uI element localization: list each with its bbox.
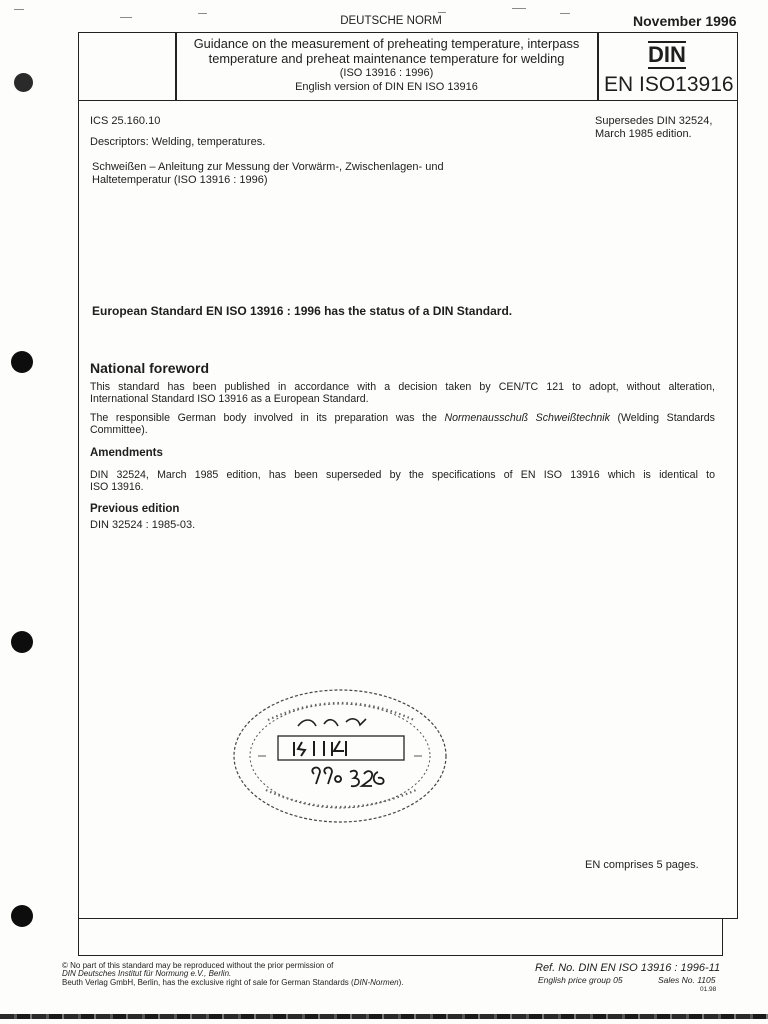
scan-edge — [0, 1014, 768, 1019]
reference-number: Ref. No. DIN EN ISO 13916 : 1996-11 — [535, 962, 721, 974]
title-line-1: Guidance on the measurement of preheating temperature, interpass — [193, 36, 580, 51]
sales-number: Sales No. 1105 — [658, 975, 716, 985]
foreword-paragraph-2-line-2: Committee). — [90, 424, 148, 436]
previous-edition-heading: Previous edition — [90, 503, 180, 515]
punch-hole — [14, 73, 33, 92]
foreword-paragraph-2-line-1 — [90, 413, 715, 424]
punch-hole — [11, 905, 33, 927]
amendments-heading: Amendments — [90, 447, 163, 459]
scan-mark — [14, 9, 24, 10]
amendments-line-2: ISO 13916. — [90, 481, 144, 493]
publication-date: November 1996 — [633, 13, 737, 29]
copyright-line: © No part of this standard may be reproduced without the prior permission of — [62, 961, 334, 970]
supersedes-line-2: March 1985 edition. — [595, 128, 692, 140]
sales-rights-line — [62, 979, 404, 987]
scan-mark — [198, 13, 207, 14]
print-code: 01.98 — [700, 986, 717, 993]
scan-mark — [512, 8, 526, 9]
status-statement: European Standard EN ISO 13916 : 1996 has the status of a DIN Standard. — [92, 304, 513, 318]
punch-hole — [11, 351, 33, 373]
german-title-line-2: Haltetemperatur (ISO 13916 : 1996) — [92, 174, 268, 186]
receipt-stamp — [228, 686, 452, 826]
english-version-note: English version of DIN EN ISO 13916 — [295, 81, 478, 93]
foreword-paragraph-2-text: The responsible German body involved in its preparation was the — [90, 412, 437, 424]
committee-translation: (Welding Standards — [617, 412, 715, 424]
sales-rights-italic: DIN-Normen — [353, 978, 399, 987]
scan-mark — [120, 17, 132, 18]
descriptors: Descriptors: Welding, temperatures. — [90, 136, 266, 148]
foreword-paragraph-1-line-1: This standard has been published in accordance with a decision taken by CEN/TC 121 to adopt, without alteration, — [90, 381, 715, 393]
norm-label: DEUTSCHE NORM — [340, 15, 442, 27]
iso-reference: (ISO 13916 : 1996) — [339, 67, 434, 79]
german-title-line-1: Schweißen – Anleitung zur Messung der Vorwärm-, Zwischenlagen- und — [92, 161, 444, 173]
foreword-paragraph-1-line-2: International Standard ISO 13916 as a European Standard. — [90, 393, 369, 405]
sales-rights-text: Beuth Verlag GmbH, Berlin, has the exclusive right of sale for German Standards ( — [62, 978, 354, 987]
standard-number: EN ISO13916 — [604, 73, 734, 96]
title-block-divider-right — [597, 32, 599, 100]
publisher-line: DIN Deutsches Institut für Normung e.V., Berlin. — [62, 969, 232, 978]
committee-name: Normenausschuß Schweißtechnik — [444, 412, 610, 424]
scan-mark — [438, 12, 446, 13]
previous-edition-text: DIN 32524 : 1985-03. — [90, 519, 196, 531]
supersedes-line-1: Supersedes DIN 32524, — [595, 115, 713, 127]
punch-hole — [11, 631, 33, 653]
amendments-line-1: DIN 32524, March 1985 edition, has been superseded by the specifications of EN ISO 13916 which is identical to — [90, 469, 715, 481]
ics-code: ICS 25.160.10 — [90, 115, 161, 127]
scan-mark — [560, 13, 570, 14]
din-logo: DIN — [648, 42, 686, 67]
sales-rights-end: ). — [398, 978, 404, 987]
price-group: English price group 05 — [538, 975, 623, 985]
bottom-box — [78, 918, 723, 956]
national-foreword-heading: National foreword — [90, 360, 210, 376]
page-count: EN comprises 5 pages. — [585, 859, 699, 871]
title-line-2: temperature and preheat maintenance temperature for welding — [208, 51, 565, 66]
